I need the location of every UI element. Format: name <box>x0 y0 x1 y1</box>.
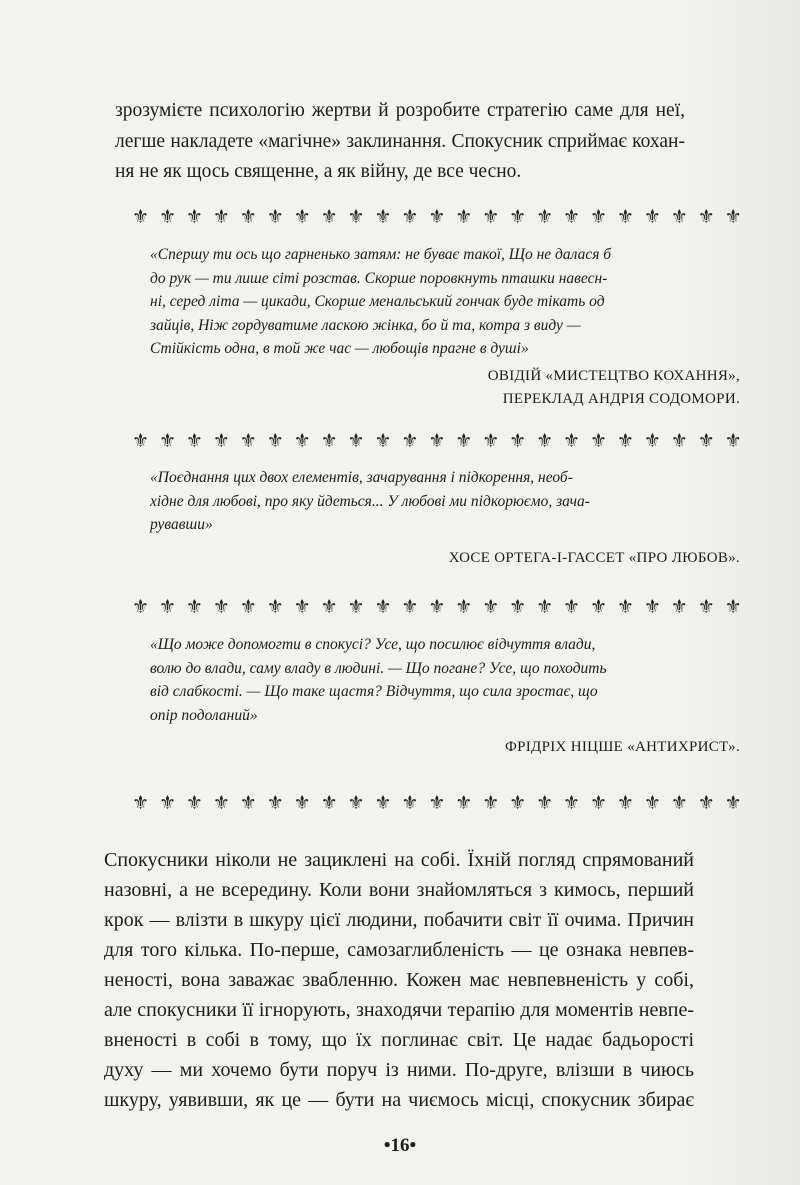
fleur-de-lis-icon: ⚜ <box>616 792 634 814</box>
fleur-de-lis-icon: ⚜ <box>374 792 392 814</box>
quote-line: «Спершу ти ось що гарненько затям: не буває такої, Що не далася б <box>150 246 612 263</box>
fleur-de-lis-icon: ⚜ <box>616 596 634 618</box>
fleur-de-lis-icon: ⚜ <box>589 792 607 814</box>
fleur-de-lis-icon: ⚜ <box>455 206 473 228</box>
epigraph-quote-ovid <box>150 243 740 361</box>
fleur-de-lis-icon: ⚜ <box>509 596 527 618</box>
fleur-de-lis-icon: ⚜ <box>266 792 284 814</box>
fleur-de-lis-icon: ⚜ <box>239 792 257 814</box>
attribution-line: ФРІДРІХ НІЦШЕ «АНТИХРИСТ». <box>504 739 740 755</box>
fleur-de-lis-icon: ⚜ <box>374 596 392 618</box>
attribution-line: ОВІДІЙ «МИСТЕЦТВО КОХАННЯ», <box>487 368 740 384</box>
fleur-de-lis-icon: ⚜ <box>724 596 742 618</box>
fleur-de-lis-icon: ⚜ <box>347 206 365 228</box>
quote-line: ні, серед літа — цикади, Скорше менальський гончак буде тікать од <box>150 293 605 310</box>
fleur-de-lis-icon: ⚜ <box>536 596 554 618</box>
fleur-de-lis-icon: ⚜ <box>482 206 500 228</box>
fleur-de-lis-icon: ⚜ <box>132 206 150 228</box>
fleur-de-lis-icon: ⚜ <box>616 430 634 452</box>
fleur-de-lis-icon: ⚜ <box>536 206 554 228</box>
fleur-de-lis-icon: ⚜ <box>185 596 203 618</box>
fleur-de-lis-icon: ⚜ <box>239 596 257 618</box>
fleur-de-lis-icon: ⚜ <box>158 792 176 814</box>
fleur-de-lis-icon: ⚜ <box>455 596 473 618</box>
fleur-de-lis-icon: ⚜ <box>455 430 473 452</box>
fleur-de-lis-icon: ⚜ <box>455 792 473 814</box>
fleur-de-lis-icon: ⚜ <box>132 430 150 452</box>
epigraph-quote-ortega <box>150 466 740 537</box>
fleur-de-lis-icon: ⚜ <box>589 430 607 452</box>
fleur-de-lis-icon: ⚜ <box>643 792 661 814</box>
fleur-de-lis-icon: ⚜ <box>401 430 419 452</box>
quote-line: Стійкість одна, в той же час — любощів прагне в душі» <box>150 340 529 357</box>
fleur-de-lis-icon: ⚜ <box>563 792 581 814</box>
fleur-de-lis-icon: ⚜ <box>401 206 419 228</box>
text-line: зрозумієте психологію жертви й розробите стратегію саме для неї, <box>115 100 685 121</box>
fleur-de-lis-icon: ⚜ <box>670 596 688 618</box>
fleur-de-lis-icon: ⚜ <box>670 792 688 814</box>
fleur-de-lis-icon: ⚜ <box>697 430 715 452</box>
fleur-de-lis-icon: ⚜ <box>724 206 742 228</box>
fleur-de-lis-icon: ⚜ <box>347 596 365 618</box>
fleur-de-lis-icon: ⚜ <box>132 792 150 814</box>
text-line: але спокусники її ігнорують, знаходячи терапію для моментів невпе- <box>104 999 694 1021</box>
quote-line: від слабкості. — Що таке щастя? Відчуття, що сила зростає, що <box>150 683 598 700</box>
fleur-de-lis-icon: ⚜ <box>589 596 607 618</box>
quote-line: «Що може допомогти в спокусі? Усе, що посилює відчуття влади, <box>150 636 596 653</box>
fleur-de-lis-icon: ⚜ <box>643 596 661 618</box>
fleur-de-lis-icon: ⚜ <box>132 596 150 618</box>
fleur-de-lis-icon: ⚜ <box>509 206 527 228</box>
fleur-de-lis-icon: ⚜ <box>185 206 203 228</box>
fleur-de-lis-divider <box>132 204 742 230</box>
fleur-de-lis-icon: ⚜ <box>616 206 634 228</box>
fleur-de-lis-icon: ⚜ <box>563 596 581 618</box>
fleur-de-lis-icon: ⚜ <box>266 596 284 618</box>
fleur-de-lis-icon: ⚜ <box>643 206 661 228</box>
fleur-de-lis-icon: ⚜ <box>158 430 176 452</box>
text-line: неності, вона заважає звабленню. Кожен має невпевненість у собі, <box>104 969 694 991</box>
page-number: •16• <box>383 1135 417 1156</box>
quote-line: «Поєднання цих двох елементів, зачарування і підкорення, необ- <box>150 469 573 486</box>
fleur-de-lis-icon: ⚜ <box>293 792 311 814</box>
fleur-de-lis-icon: ⚜ <box>320 792 338 814</box>
quote-line: опір подоланий» <box>150 706 258 724</box>
fleur-de-lis-icon: ⚜ <box>320 206 338 228</box>
fleur-de-lis-icon: ⚜ <box>536 430 554 452</box>
fleur-de-lis-icon: ⚜ <box>185 792 203 814</box>
fleur-de-lis-icon: ⚜ <box>212 206 230 228</box>
text-line: легше накладете «магічне» заклинання. Спокусник сприймає кохан- <box>115 130 685 152</box>
quote-line: хідне для любові, про яку йдеться... У любові ми підкорюємо, зача- <box>150 492 590 510</box>
fleur-de-lis-icon: ⚜ <box>293 596 311 618</box>
fleur-de-lis-divider <box>132 790 742 816</box>
fleur-de-lis-icon: ⚜ <box>212 792 230 814</box>
fleur-de-lis-icon: ⚜ <box>293 206 311 228</box>
fleur-de-lis-icon: ⚜ <box>509 430 527 452</box>
text-line: Спокусники ніколи не зациклені на собі. Їхній погляд спрямований <box>104 849 694 871</box>
fleur-de-lis-icon: ⚜ <box>158 596 176 618</box>
fleur-de-lis-icon: ⚜ <box>266 430 284 452</box>
epigraph-quote-nietzsche <box>150 633 740 727</box>
fleur-de-lis-icon: ⚜ <box>697 596 715 618</box>
text-line: для того кілька. По-перше, самозаглибленість — це ознака невпев- <box>104 939 694 961</box>
fleur-de-lis-icon: ⚜ <box>374 430 392 452</box>
quote-attribution <box>488 365 740 411</box>
fleur-de-lis-icon: ⚜ <box>697 206 715 228</box>
text-line: крок — влізти в шкуру цієї людини, побачити світ її очима. Причин <box>104 909 694 931</box>
fleur-de-lis-icon: ⚜ <box>428 596 446 618</box>
fleur-de-lis-icon: ⚜ <box>320 430 338 452</box>
fleur-de-lis-icon: ⚜ <box>697 792 715 814</box>
fleur-de-lis-icon: ⚜ <box>266 206 284 228</box>
attribution-line: ХОСЕ ОРТЕГА-І-ГАССЕТ «ПРО ЛЮБОВ». <box>448 550 740 566</box>
fleur-de-lis-icon: ⚜ <box>185 430 203 452</box>
fleur-de-lis-icon: ⚜ <box>482 792 500 814</box>
fleur-de-lis-divider <box>132 594 742 620</box>
quote-attribution <box>449 547 740 570</box>
fleur-de-lis-icon: ⚜ <box>239 206 257 228</box>
fleur-de-lis-icon: ⚜ <box>724 430 742 452</box>
fleur-de-lis-icon: ⚜ <box>401 596 419 618</box>
fleur-de-lis-icon: ⚜ <box>589 206 607 228</box>
text-line: назовні, а не всередину. Коли вони знайомляться з кимось, перший <box>104 879 694 901</box>
fleur-de-lis-icon: ⚜ <box>293 430 311 452</box>
text-line: шкуру, уявивши, як це — бути на чиємось місці, спокусник збирає <box>104 1089 694 1111</box>
fleur-de-lis-icon: ⚜ <box>643 430 661 452</box>
fleur-de-lis-icon: ⚜ <box>536 792 554 814</box>
text-line: ня не як щось священне, а як війну, де все чесно. <box>115 161 522 182</box>
fleur-de-lis-icon: ⚜ <box>509 792 527 814</box>
quote-line: до рук — ти лише сіті розстав. Скорше поровкнуть пташки навесн- <box>150 269 608 287</box>
fleur-de-lis-icon: ⚜ <box>158 206 176 228</box>
fleur-de-lis-icon: ⚜ <box>482 430 500 452</box>
quote-line: волю до влади, саму владу в людині. — Що погане? Усе, що походить <box>150 659 607 677</box>
fleur-de-lis-icon: ⚜ <box>563 430 581 452</box>
fleur-de-lis-icon: ⚜ <box>320 596 338 618</box>
fleur-de-lis-icon: ⚜ <box>212 596 230 618</box>
fleur-de-lis-icon: ⚜ <box>347 430 365 452</box>
fleur-de-lis-icon: ⚜ <box>563 206 581 228</box>
fleur-de-lis-icon: ⚜ <box>670 430 688 452</box>
fleur-de-lis-divider <box>132 428 742 454</box>
fleur-de-lis-icon: ⚜ <box>482 596 500 618</box>
fleur-de-lis-icon: ⚜ <box>428 792 446 814</box>
quote-attribution <box>505 736 740 759</box>
attribution-line: ПЕРЕКЛАД АНДРІЯ СОДОМОРИ. <box>502 391 740 407</box>
fleur-de-lis-icon: ⚜ <box>239 430 257 452</box>
intro-paragraph <box>115 96 685 188</box>
quote-line: зайців, Ніж гордуватиме ласкою жінка, бо й та, котра з виду — <box>150 316 581 334</box>
text-line: вненості в собі в тому, що їх поглинає світ. Це надає бадьорості <box>104 1029 694 1051</box>
main-paragraph <box>104 845 694 1115</box>
fleur-de-lis-icon: ⚜ <box>401 792 419 814</box>
text-line: духу — ми хочемо бути поруч із ними. По-друге, влізши в чиюсь <box>104 1059 694 1081</box>
fleur-de-lis-icon: ⚜ <box>347 792 365 814</box>
fleur-de-lis-icon: ⚜ <box>428 206 446 228</box>
fleur-de-lis-icon: ⚜ <box>670 206 688 228</box>
fleur-de-lis-icon: ⚜ <box>428 430 446 452</box>
quote-line: рувавши» <box>150 516 213 533</box>
fleur-de-lis-icon: ⚜ <box>724 792 742 814</box>
fleur-de-lis-icon: ⚜ <box>374 206 392 228</box>
fleur-de-lis-icon: ⚜ <box>212 430 230 452</box>
